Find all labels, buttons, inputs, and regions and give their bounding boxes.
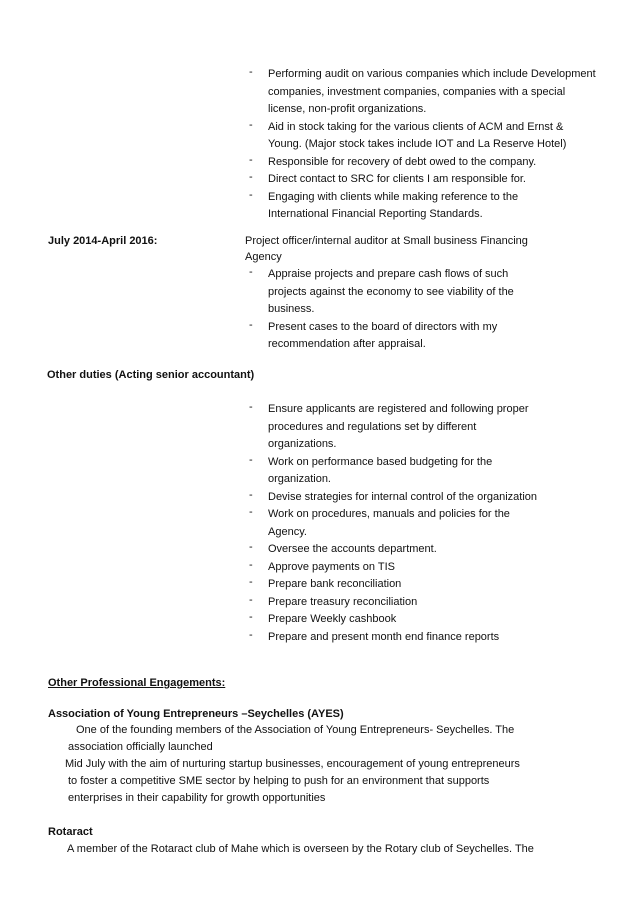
bullet-dash: -	[249, 188, 253, 201]
bullet-dash: -	[249, 453, 253, 466]
bullet-dash: -	[249, 541, 253, 553]
list-item-text: Young. (Major stock takes include IOT and La Reserve Hotel)	[268, 138, 567, 150]
bullet-dash: -	[249, 401, 253, 413]
list-item-text: International Financial Reporting Standards.	[268, 208, 483, 220]
ayes-text-line3: Mid July with the aim of nurturing startup businesses, encouragement of young entrepreneurs	[65, 758, 520, 770]
list-item-text: recommendation after appraisal.	[268, 338, 426, 350]
list-item-text: organization.	[268, 473, 331, 485]
list-item-text: Prepare treasury reconciliation	[268, 595, 418, 608]
ayes-text-line4: to foster a competitive SME sector by helping to push for an environment that supports	[68, 775, 490, 787]
bullet-dash: -	[249, 266, 253, 278]
bullet-dash: -	[249, 576, 253, 588]
list-item-text: Present cases to the board of directors with my	[268, 320, 498, 333]
bullet-dash: -	[249, 171, 253, 183]
bullet-dash: -	[249, 593, 253, 606]
engagements-heading: Other Professional Engagements:	[48, 677, 226, 689]
bullet-dash: -	[249, 558, 253, 571]
list-item-text: Performing audit on various companies which include Development	[268, 68, 596, 80]
rotaract-heading: Rotaract	[48, 826, 93, 838]
list-item-text: Prepare and present month end finance reports	[268, 630, 500, 643]
list-item-text: Work on procedures, manuals and policies for the	[268, 508, 510, 520]
list-item-text: Engaging with clients while making reference to the	[268, 190, 519, 203]
ayes-text-line5: enterprises in their capability for growth opportunities	[68, 792, 326, 804]
bullet-dash: -	[249, 153, 253, 166]
bullet-dash: -	[249, 628, 253, 641]
job-title-line2: Agency	[245, 251, 282, 263]
ayes-heading: Association of Young Entrepreneurs –Seychelles (AYES)	[48, 708, 344, 720]
bullet-dash: -	[249, 611, 253, 623]
list-item-text: projects against the economy to see viability of the	[268, 285, 514, 298]
list-item-text: Oversee the accounts department.	[268, 543, 437, 555]
job-dates: July 2014-April 2016:	[48, 235, 158, 247]
list-item-text: Responsible for recovery of debt owed to the company.	[268, 155, 537, 168]
list-item-text: organizations.	[268, 438, 337, 450]
list-item-text: Approve payments on TIS	[268, 560, 395, 573]
list-item-text: Devise strategies for internal control of the organization	[268, 490, 538, 503]
list-item-text: Aid in stock taking for the various clients of ACM and Ernst &	[268, 120, 564, 133]
list-item-text: Work on performance based budgeting for the	[268, 455, 493, 468]
ayes-text-line1: One of the founding members of the Association of Young Entrepreneurs- Seychelles. The	[76, 724, 515, 736]
ayes-text-line2: association officially launched	[68, 741, 213, 753]
list-item-text: business.	[268, 303, 315, 315]
other-duties-heading: Other duties (Acting senior accountant)	[47, 369, 255, 381]
bullet-dash: -	[249, 118, 253, 131]
list-item-text: Agency.	[268, 525, 307, 538]
job-title-line1: Project officer/internal auditor at Small business Financing	[245, 235, 528, 247]
list-item-text: license, non-profit organizations.	[268, 103, 427, 115]
list-item-text: Ensure applicants are registered and following proper	[268, 403, 529, 415]
bullet-dash: -	[249, 66, 253, 78]
list-item-text: Prepare bank reconciliation	[268, 578, 402, 590]
list-item-text: Prepare Weekly cashbook	[268, 613, 397, 625]
bullet-dash: -	[249, 488, 253, 501]
bullet-dash: -	[249, 318, 253, 331]
bullet-dash: -	[249, 506, 253, 518]
list-item-text: Direct contact to SRC for clients I am responsible for.	[268, 173, 526, 185]
list-item-text: companies, investment companies, companies with a special	[268, 85, 566, 98]
list-item-text: Appraise projects and prepare cash flows of such	[268, 268, 509, 280]
rotaract-text-line1: A member of the Rotaract club of Mahe which is overseen by the Rotary club of Seychelles. The	[67, 843, 534, 855]
list-item-text: procedures and regulations set by different	[268, 420, 477, 433]
